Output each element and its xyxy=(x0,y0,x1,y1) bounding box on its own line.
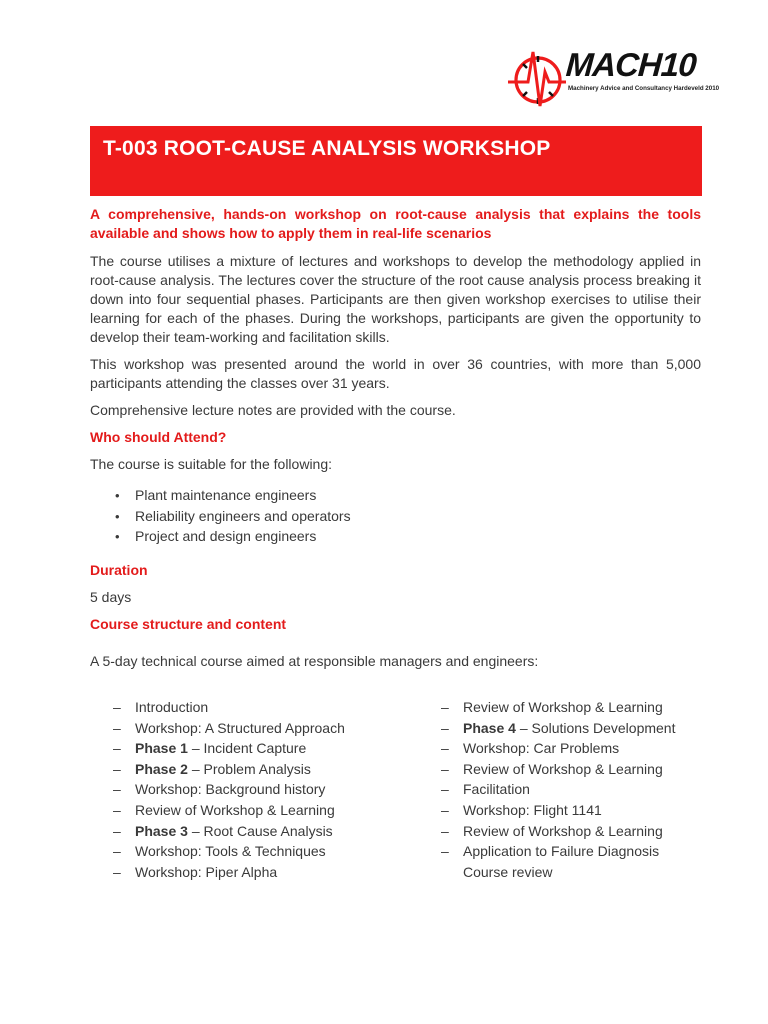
list-item: – Workshop: Background history xyxy=(113,781,326,798)
lead-summary: A comprehensive, hands-on workshop on root-cause analysis that explains the tools available and shows how to apply them in real-life scenarios xyxy=(90,206,701,241)
attendee-list xyxy=(90,486,701,548)
logo-emblem-icon xyxy=(508,42,566,114)
page-title: T-003 ROOT-CAUSE ANALYSIS WORKSHOP xyxy=(103,137,551,160)
logo-wordmark: MACH10 xyxy=(564,46,698,83)
heading-course-structure: Course structure and content xyxy=(90,615,287,632)
list-item: Course review xyxy=(463,863,553,880)
list-item: – Workshop: Piper Alpha xyxy=(113,863,278,880)
attend-intro: The course is suitable for the following: xyxy=(90,456,333,472)
list-item: • Reliability engineers and operators xyxy=(115,507,351,524)
list-item: – Introduction xyxy=(113,699,209,715)
list-item: – Review of Workshop & Learning xyxy=(441,822,663,839)
list-item: – Facilitation xyxy=(441,781,530,798)
outline-right-column xyxy=(418,699,708,884)
document-body xyxy=(90,205,701,679)
list-item: – Workshop: Flight 1141 xyxy=(441,801,602,818)
list-item: – Review of Workshop & Learning xyxy=(441,699,663,715)
logo-tagline: Machinery Advice and Consultancy Hardeveld 2010 xyxy=(568,85,720,92)
list-item: – Workshop: A Structured Approach xyxy=(113,719,345,736)
list-item: • Project and design engineers xyxy=(115,528,317,544)
list-item: – Workshop: Tools & Techniques xyxy=(113,843,326,860)
structure-intro: A 5-day technical course aimed at responsible managers and engineers: xyxy=(90,652,539,669)
list-item: • Plant maintenance engineers xyxy=(115,487,317,503)
title-banner xyxy=(90,126,702,196)
list-item: – Phase 4 – Solutions Development xyxy=(441,719,676,736)
bullet-icon: • xyxy=(115,488,120,503)
paragraph-intro: The course utilises a mixture of lectures and workshops to develop the methodology applied in root-cause analysis. The lectures cover the structure of the root cause analysis process breaking it down into four sequential phases. Participants are then given workshop exercises to utilise their learning for each of the phases. During the workshops, participants are given the opportunity to develop their team-working and facilitation skills. xyxy=(90,253,701,345)
heading-duration: Duration xyxy=(90,561,148,578)
list-item: – Phase 3 – Root Cause Analysis xyxy=(113,822,333,839)
heading-who-should-attend: Who should Attend? xyxy=(90,429,227,445)
duration-value: 5 days xyxy=(90,588,132,605)
company-logo xyxy=(508,42,720,114)
paragraph-notes: Comprehensive lecture notes are provided with the course. xyxy=(90,402,456,418)
bullet-icon: • xyxy=(115,508,120,524)
outline-left-column xyxy=(90,699,390,884)
list-item: – Review of Workshop & Learning xyxy=(441,760,663,777)
paragraph-history: This workshop was presented around the world in over 36 countries, with more than 5,000 participants attending the classes over 31 years. xyxy=(90,356,701,391)
list-item: – Review of Workshop & Learning xyxy=(113,801,335,818)
list-item: – Workshop: Car Problems xyxy=(441,740,620,757)
list-item: – Application to Failure Diagnosis xyxy=(441,843,660,860)
list-item: – Phase 2 – Problem Analysis xyxy=(113,760,311,777)
bullet-icon: • xyxy=(115,529,120,544)
list-item: – Phase 1 – Incident Capture xyxy=(113,740,307,757)
